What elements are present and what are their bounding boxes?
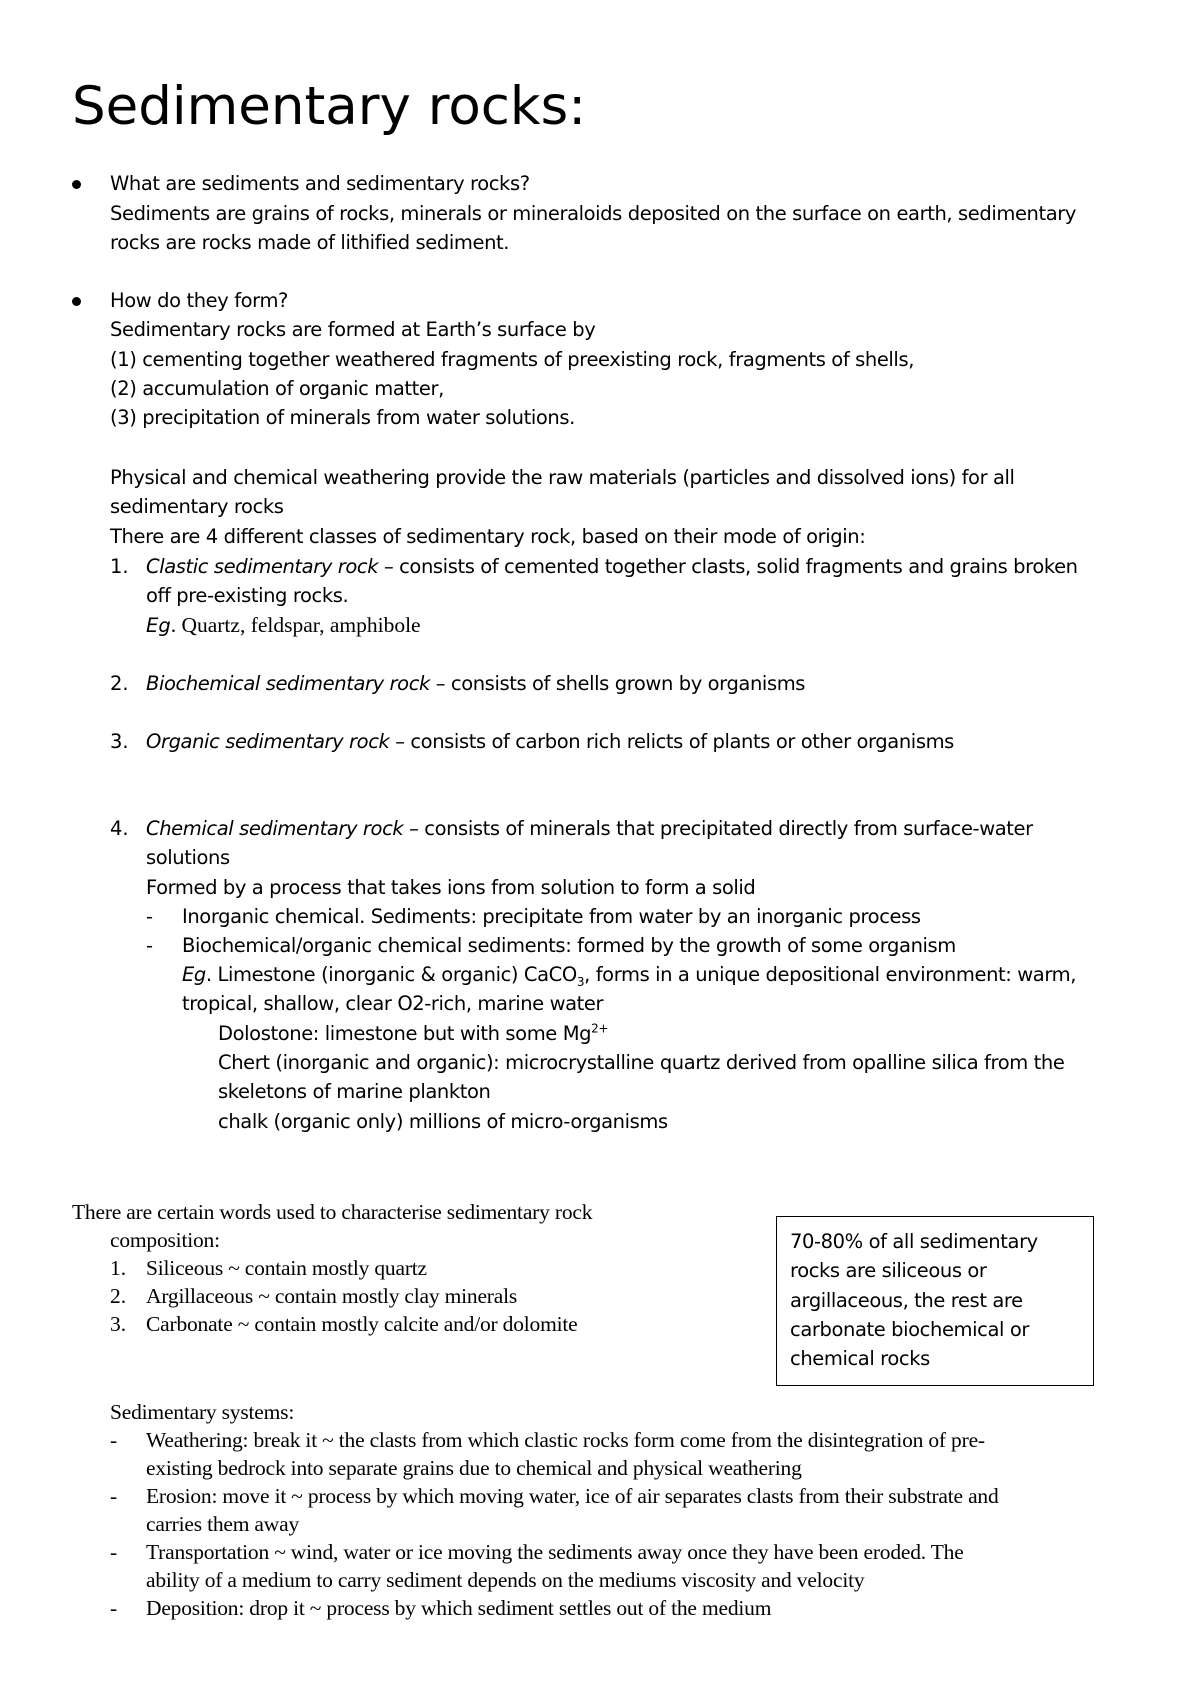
system-transportation-line-2: ability of a medium to carry sediment depends on the mediums viscosity and velocity (146, 1568, 865, 1592)
list-number: 2. (110, 672, 129, 695)
page-title: Sedimentary rocks: (72, 76, 587, 137)
system-transportation-line-1: Transportation ~ wind, water or ice moving the sediments away once they have been eroded. The (146, 1540, 964, 1564)
dash-marker: - (110, 1484, 118, 1508)
formation-line-3: (2) accumulation of organic matter, (110, 377, 444, 400)
class-4-example-line-1: Eg. Limestone (inorganic & organic) CaCO$_3$, forms in a unique depositional environment: warm, (182, 963, 1077, 989)
systems-heading: Sedimentary systems: (110, 1400, 295, 1424)
class-4-line-1: Chemical sedimentary rock – consists of minerals that precipitated directly from surface-water (146, 817, 1033, 840)
chert-line-2: skeletons of marine plankton (218, 1080, 491, 1103)
formation-line-4: (3) precipitation of minerals from water solutions. (110, 406, 575, 429)
chalk-line: chalk (organic only) millions of micro-organisms (218, 1110, 668, 1133)
formation-line-2: (1) cementing together weathered fragments of preexisting rock, fragments of shells, (110, 348, 915, 371)
class-4-line-3: Formed by a process that takes ions from solution to form a solid (146, 876, 756, 899)
system-deposition-line-1: Deposition: drop it ~ process by which sediment settles out of the medium (146, 1596, 772, 1620)
system-erosion-line-2: carries them away (146, 1512, 299, 1536)
list-number: 3. (110, 730, 129, 753)
class-name: Organic sedimentary rock (146, 730, 390, 753)
answer-1-line-2: rocks are rocks made of lithified sediment. (110, 231, 510, 254)
dolostone-line: Dolostone: limestone but with some $Mg^{2+}$ (218, 1021, 608, 1045)
class-name: Biochemical sedimentary rock (146, 672, 430, 695)
list-number: 1. (110, 1256, 127, 1280)
system-erosion-line-1: Erosion: move it ~ process by which moving water, ice of air separates clasts from their substrate and (146, 1484, 999, 1508)
weathering-line-1: Physical and chemical weathering provide the raw materials (particles and dissolved ions) for all (110, 466, 1015, 489)
callout-line-2: rocks are siliceous or (790, 1259, 987, 1282)
class-1-line-1: Clastic sedimentary rock – consists of cemented together clasts, solid fragments and grains broken (146, 555, 1078, 578)
class-4-sub-2: Biochemical/organic chemical sediments: formed by the growth of some organism (182, 934, 956, 957)
class-2-line-1: Biochemical sedimentary rock – consists of shells grown by organisms (146, 672, 806, 695)
system-weathering-line-2: existing bedrock into separate grains due to chemical and physical weathering (146, 1456, 802, 1480)
dash-marker: - (146, 905, 154, 928)
system-weathering-line-1: Weathering: break it ~ the clasts from which clastic rocks form come from the disintegration of pre- (146, 1428, 985, 1452)
classes-intro: There are 4 different classes of sedimentary rock, based on their mode of origin: (110, 525, 866, 548)
callout-line-5: chemical rocks (790, 1347, 930, 1370)
dash-marker: - (110, 1428, 118, 1452)
bullet-icon (72, 297, 81, 306)
list-number: 3. (110, 1312, 127, 1336)
bullet-icon (72, 180, 81, 189)
composition-item-1: Siliceous ~ contain mostly quartz (146, 1256, 427, 1280)
answer-1-line-1: Sediments are grains of rocks, minerals or mineraloids deposited on the surface on earth, sedimentary (110, 202, 1077, 225)
class-3-line-1: Organic sedimentary rock – consists of carbon rich relicts of plants or other organisms (146, 730, 954, 753)
dash-marker: - (110, 1596, 118, 1620)
class-name: Clastic sedimentary rock (146, 555, 379, 578)
composition-item-2: Argillaceous ~ contain mostly clay minerals (146, 1284, 518, 1308)
formation-line-1: Sedimentary rocks are formed at Earth’s surface by (110, 318, 596, 341)
callout-line-4: carbonate biochemical or (790, 1318, 1029, 1341)
composition-intro-1: There are certain words used to characterise sedimentary rock (72, 1200, 593, 1224)
question-2: How do they form? (110, 289, 289, 312)
dash-marker: - (110, 1540, 118, 1564)
list-number: 4. (110, 817, 129, 840)
composition-intro-2: composition: (110, 1228, 220, 1252)
composition-item-3: Carbonate ~ contain mostly calcite and/or dolomite (146, 1312, 578, 1336)
chert-line-1: Chert (inorganic and organic): microcrystalline quartz derived from opalline silica from the (218, 1051, 1065, 1074)
class-1-example: Eg. Quartz, feldspar, amphibole (146, 613, 421, 637)
class-4-line-2: solutions (146, 846, 230, 869)
class-4-example-line-2: tropical, shallow, clear O2-rich, marine water (182, 992, 604, 1015)
callout-line-3: argillaceous, the rest are (790, 1289, 1023, 1312)
list-number: 2. (110, 1284, 127, 1308)
dash-marker: - (146, 934, 154, 957)
list-number: 1. (110, 555, 129, 578)
question-1: What are sediments and sedimentary rocks? (110, 172, 530, 195)
class-name: Chemical sedimentary rock (146, 817, 404, 840)
class-4-sub-1: Inorganic chemical. Sediments: precipitate from water by an inorganic process (182, 905, 921, 928)
callout-line-1: 70-80% of all sedimentary (790, 1230, 1038, 1253)
weathering-line-2: sedimentary rocks (110, 495, 284, 518)
class-1-line-2: off pre-existing rocks. (146, 584, 349, 607)
